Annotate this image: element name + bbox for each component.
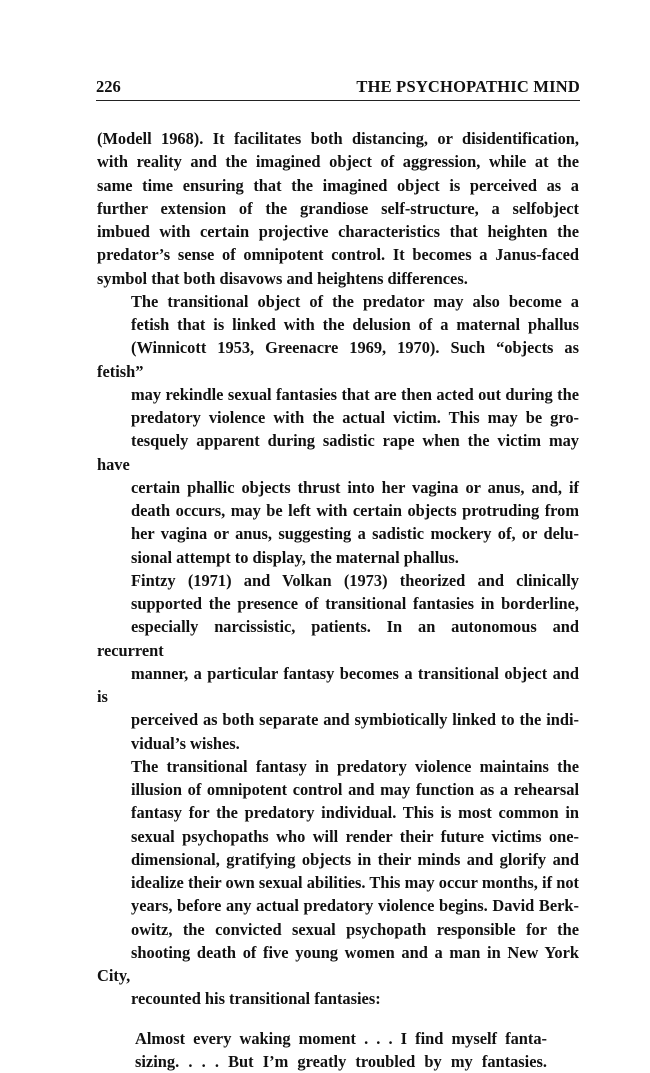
text-line: owitz, the convicted sexual psychopath responsible for the — [97, 918, 579, 941]
text-line: (Modell 1968). It facilitates both distancing, or disidentification, — [97, 127, 579, 150]
text-line: tesquely apparent during sadistic rape when the victim may have — [97, 429, 579, 476]
page-number: 226 — [96, 76, 121, 98]
text-line: same time ensuring that the imagined object is perceived as a — [97, 174, 579, 197]
paragraph-2 — [97, 290, 579, 569]
paragraph-4 — [97, 755, 579, 1011]
text-line: with reality and the imagined object of aggression, while at the — [97, 150, 579, 173]
quote-line: Almost every waking moment . . . I find myself fanta- — [135, 1027, 547, 1050]
body-text — [97, 127, 579, 1073]
text-line: certain phallic objects thrust into her vagina or anus, and, if — [97, 476, 579, 499]
text-line: years, before any actual predatory violence begins. David Berk- — [97, 894, 579, 917]
running-title: THE PSYCHOPATHIC MIND — [356, 76, 580, 98]
header-rule — [96, 100, 580, 101]
text-line: manner, a particular fantasy becomes a transitional object and is — [97, 662, 579, 709]
text-line: especially narcissistic, patients. In an autonomous and recurrent — [97, 615, 579, 662]
text-line: death occurs, may be left with certain objects protruding from — [97, 499, 579, 522]
text-line: sexual psychopaths who will render their future victims one- — [97, 825, 579, 848]
text-line: supported the presence of transitional fantasies in borderline, — [97, 592, 579, 615]
running-header — [96, 76, 580, 98]
paragraph-3 — [97, 569, 579, 755]
text-line: dimensional, gratifying objects in their minds and glorify and — [97, 848, 579, 871]
text-line: shooting death of five young women and a man in New York City, — [97, 941, 579, 988]
text-line: fantasy for the predatory individual. This is most common in — [97, 801, 579, 824]
text-line: predatory violence with the actual victim. This may be gro- — [97, 406, 579, 429]
text-line: fetish that is linked with the delusion of a maternal phallus — [97, 313, 579, 336]
text-line: The transitional fantasy in predatory violence maintains the — [97, 755, 579, 778]
block-quote — [135, 1027, 547, 1073]
text-line: recounted his transitional fantasies: — [97, 987, 579, 1010]
text-line: illusion of omnipotent control and may function as a rehearsal — [97, 778, 579, 801]
text-line: symbol that both disavows and heightens differences. — [97, 267, 579, 290]
text-line: predator’s sense of omnipotent control. It becomes a Janus-faced — [97, 243, 579, 266]
text-line: idealize their own sexual abilities. This may occur months, if not — [97, 871, 579, 894]
text-line: The transitional object of the predator may also become a — [97, 290, 579, 313]
text-line: imbued with certain projective characteristics that heighten the — [97, 220, 579, 243]
text-line: further extension of the grandiose self-structure, a selfobject — [97, 197, 579, 220]
paragraph-1 — [97, 127, 579, 290]
quote-line: sizing. . . . But I’m greatly troubled by my fantasies. — [135, 1050, 547, 1073]
text-line: sional attempt to display, the maternal phallus. — [97, 546, 579, 569]
text-line: may rekindle sexual fantasies that are then acted out during the — [97, 383, 579, 406]
text-line: Fintzy (1971) and Volkan (1973) theorized and clinically — [97, 569, 579, 592]
text-line: perceived as both separate and symbiotically linked to the indi- — [97, 708, 579, 731]
text-line: (Winnicott 1953, Greenacre 1969, 1970). Such “objects as fetish” — [97, 336, 579, 383]
text-line: vidual’s wishes. — [97, 732, 579, 755]
text-line: her vagina or anus, suggesting a sadistic mockery of, or delu- — [97, 522, 579, 545]
